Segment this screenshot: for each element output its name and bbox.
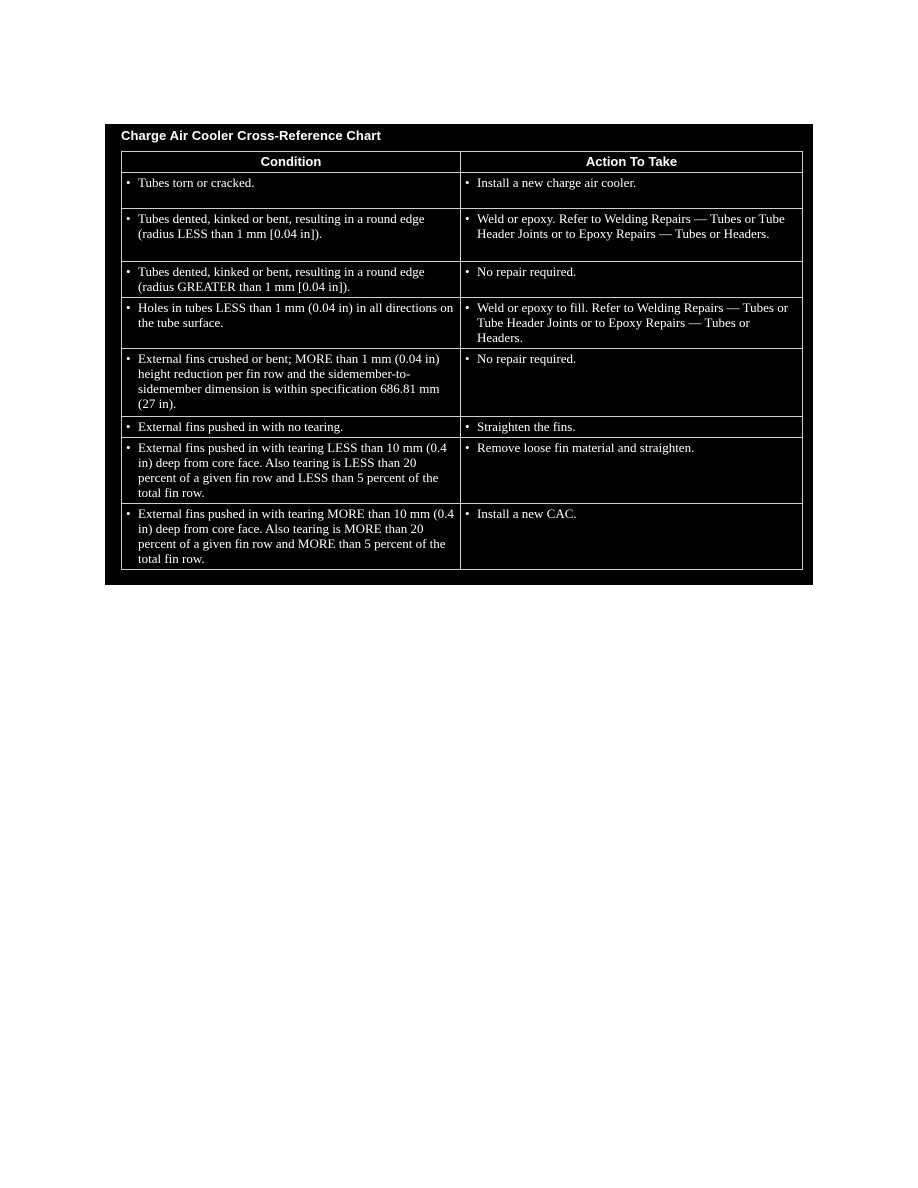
header-action: Action To Take [461,152,803,173]
table-row [122,173,803,209]
action-cell [461,417,803,438]
condition-text: Tubes dented, kinked or bent, resulting in a round edge (radius LESS than 1 mm [0.04 in]). [138,211,425,241]
table-row [122,504,803,570]
bullet-icon: • [126,506,131,521]
bullet-icon: • [126,351,131,366]
bullet-icon: • [126,440,131,455]
bullet-icon: • [465,264,470,279]
action-text: Weld or epoxy. Refer to Welding Repairs — Tubes or Tube Header Joints or to Epoxy Repairs — Tubes or Headers. [477,211,785,241]
condition-cell [122,173,461,209]
action-text: No repair required. [477,264,577,279]
action-text: Straighten the fins. [477,419,576,434]
table-row [122,349,803,417]
action-cell [461,438,803,504]
action-cell [461,262,803,298]
action-cell [461,349,803,417]
table-row [122,262,803,298]
action-text: Remove loose fin material and straighten. [477,440,695,455]
condition-text: External fins pushed in with no tearing. [138,419,344,434]
bullet-icon: • [126,419,131,434]
table-row [122,209,803,262]
condition-text: External fins crushed or bent; MORE than 1 mm (0.04 in) height reduction per fin row and the sidemember-to-sidemember dimension is within specification 686.81 mm (27 in). [138,351,440,411]
condition-cell [122,262,461,298]
condition-text: Holes in tubes LESS than 1 mm (0.04 in) in all directions on the tube surface. [138,300,454,330]
bullet-icon: • [465,419,470,434]
bullet-icon: • [126,211,131,226]
condition-cell [122,438,461,504]
bullet-icon: • [465,506,470,521]
condition-cell [122,417,461,438]
condition-cell [122,209,461,262]
action-text: Weld or epoxy to fill. Refer to Welding Repairs — Tubes or Tube Header Joints or to Epoxy Repairs — Tubes or Headers. [477,300,789,345]
condition-text: External fins pushed in with tearing MORE than 10 mm (0.4 in) deep from core face. Also tearing is MORE than 20 percent of a given fin row and MORE than 5 percent of the total fin row. [138,506,454,566]
bullet-icon: • [126,300,131,315]
action-cell [461,504,803,570]
action-cell [461,173,803,209]
table-row [122,438,803,504]
bullet-icon: • [126,175,131,190]
table-header-row [122,152,803,173]
action-text: No repair required. [477,351,577,366]
bullet-icon: • [126,264,131,279]
cross-reference-table [121,151,803,570]
action-cell [461,209,803,262]
chart-title: Charge Air Cooler Cross-Reference Chart [121,128,381,143]
condition-text: Tubes dented, kinked or bent, resulting in a round edge (radius GREATER than 1 mm [0.04 in]). [138,264,425,294]
bullet-icon: • [465,351,470,366]
condition-text: External fins pushed in with tearing LESS than 10 mm (0.4 in) deep from core face. Also tearing is LESS than 20 percent of a given fin row and LESS than 5 percent of the total fin row. [138,440,447,500]
action-text: Install a new charge air cooler. [477,175,637,190]
cross-reference-chart-panel [105,124,813,585]
bullet-icon: • [465,211,470,226]
table-row [122,417,803,438]
condition-cell [122,504,461,570]
header-condition: Condition [122,152,461,173]
action-cell [461,298,803,349]
condition-cell [122,298,461,349]
condition-cell [122,349,461,417]
bullet-icon: • [465,175,470,190]
bullet-icon: • [465,300,470,315]
bullet-icon: • [465,440,470,455]
condition-text: Tubes torn or cracked. [138,175,255,190]
table-row [122,298,803,349]
action-text: Install a new CAC. [477,506,577,521]
